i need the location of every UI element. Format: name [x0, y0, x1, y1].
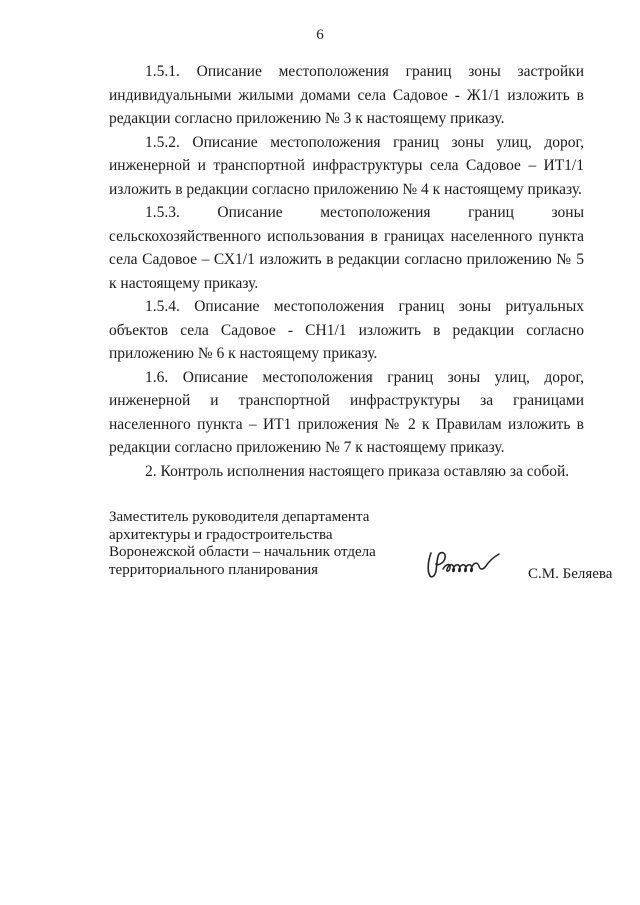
paragraph-1-5-2: 1.5.2. Описание местоположения границ зоны улиц, дорог, инженерной и транспортной инфраструктуры села Садовое – ИТ1/1 изложить в редакции согласно приложению № 4 к настоящему приказу. — [109, 133, 584, 198]
signer-name: С.М. Беляева — [528, 566, 613, 582]
paragraph-1-5-4: 1.5.4. Описание местоположения границ зоны ритуальных объектов села Садовое - СН1/1 изложить в редакции согласно приложению № 6 к настоящему приказу. — [109, 298, 584, 362]
document-body — [109, 60, 584, 483]
signer-position-line: Воронежской области – начальник отдела — [109, 544, 376, 560]
paragraph-1-5-1: 1.5.1. Описание местоположения границ зоны застройки индивидуальными жилыми домами села Садовое - Ж1/1 изложить в редакции согласно приложению № 3 к настоящему приказу. — [109, 63, 584, 127]
signer-position-line: Заместитель руководителя департамента — [109, 509, 370, 525]
paragraph-1-6: 1.6. Описание местоположения границ зоны улиц, дорог, инженерной и транспортной инфраструктуры за границами населенного пункта – ИТ1 приложения № 2 к Правилам изложить в редакции согласно приложению № 7 к настоящему приказу. — [109, 368, 584, 456]
page-number: 6 — [316, 27, 324, 43]
paragraph-2: 2. Контроль исполнения настоящего приказа оставляю за собой. — [145, 462, 570, 480]
paragraph-1-5-3: 1.5.3. Описание местоположения границ зоны сельскохозяйственного использования в границах населенного пункта села Садовое – СХ1/1 изложить в редакции согласно приложению № 5 к настоящему приказу. — [109, 204, 584, 292]
signer-position-line: архитектуры и градостроительства — [109, 526, 333, 543]
signer-position-line: территориального планирования — [109, 561, 319, 578]
signature-block — [109, 509, 613, 589]
signer-position — [109, 509, 399, 579]
handwritten-signature — [425, 549, 503, 579]
